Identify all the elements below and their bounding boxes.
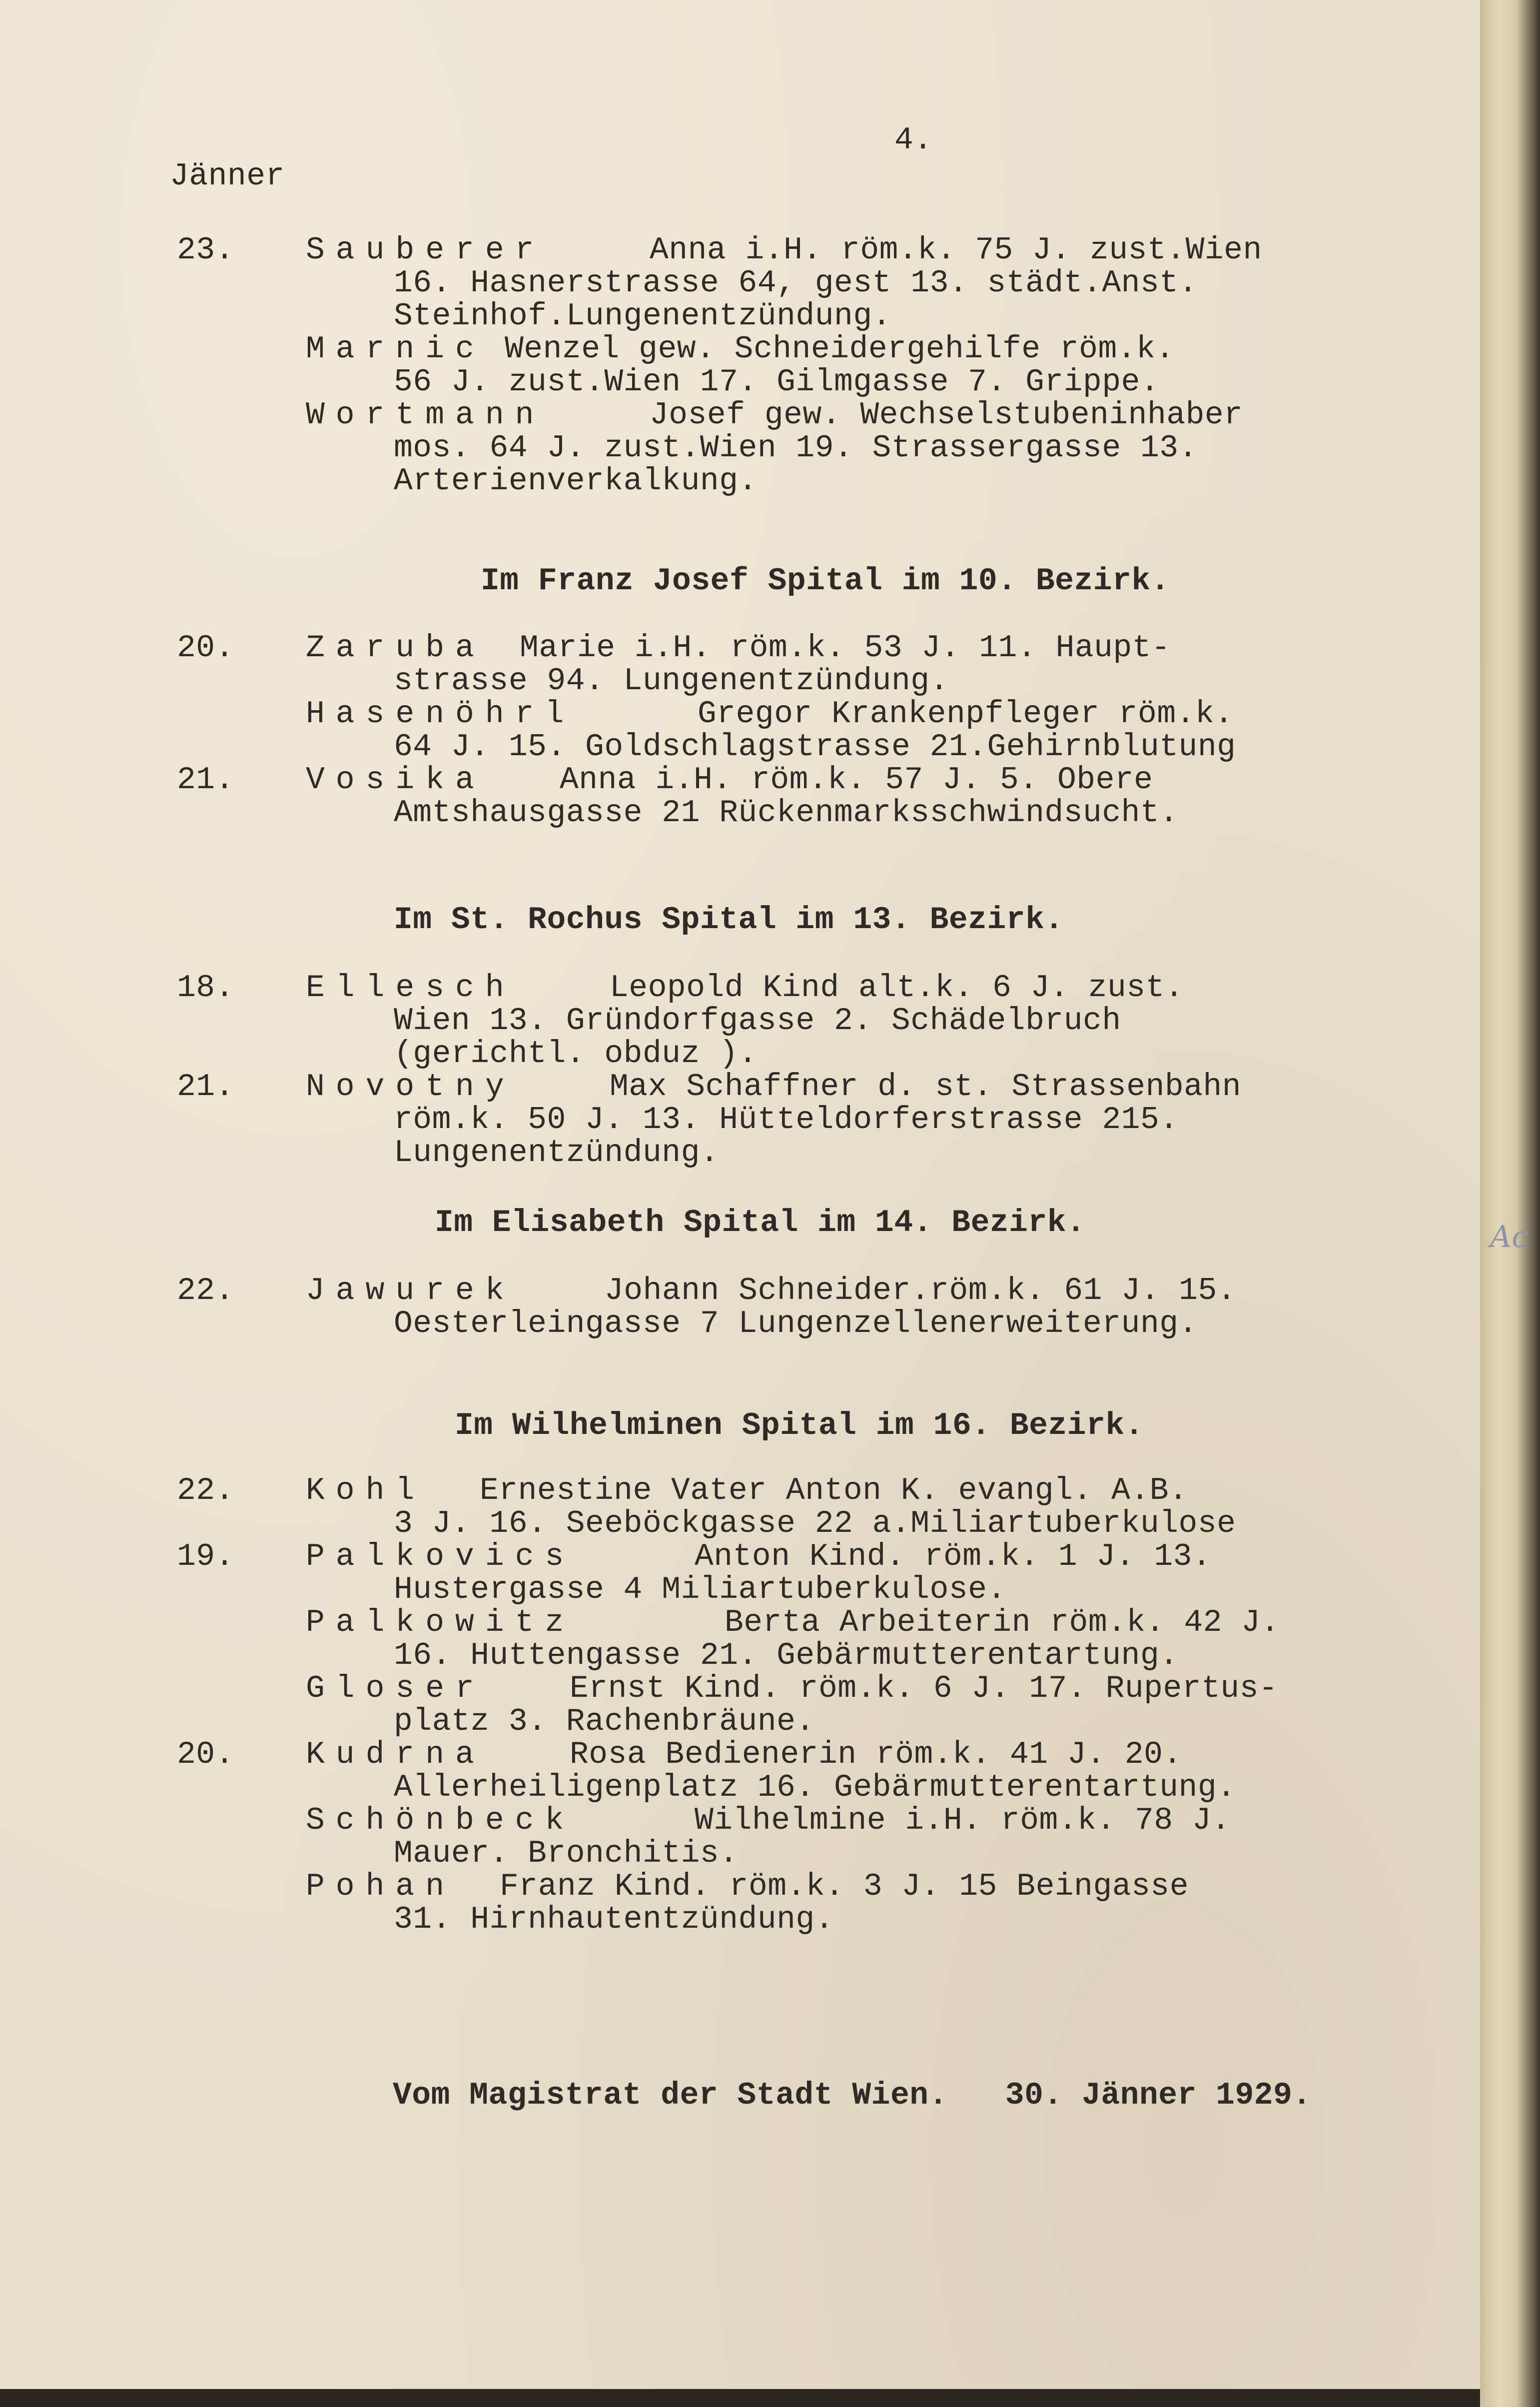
page-number: 4. bbox=[894, 122, 933, 158]
entry-date: 22. bbox=[177, 1273, 234, 1308]
entry-surname: Vosika bbox=[306, 762, 485, 798]
entry-surname: Wortmann bbox=[306, 397, 545, 433]
entry-surname: Gloser bbox=[306, 1671, 485, 1706]
section-heading: Im Franz Josef Spital im 10. Bezirk. bbox=[481, 563, 1170, 599]
entry-surname: Kohl bbox=[306, 1473, 426, 1508]
entry-line: Wenzel gew. Schneidergehilfe röm.k. bbox=[505, 331, 1175, 367]
entry-line: Oesterleingasse 7 Lungenzellenerweiterung. bbox=[394, 1306, 1198, 1341]
entry-line: 3 J. 16. Seeböckgasse 22 a.Miliartuberkulose bbox=[394, 1506, 1236, 1541]
entry-line: Ernst Kind. röm.k. 6 J. 17. Rupertus- bbox=[570, 1671, 1278, 1706]
entry-line: Arterienverkalkung. bbox=[394, 463, 758, 499]
entry-line: Wien 13. Gründorfgasse 2. Schädelbruch bbox=[394, 1003, 1121, 1039]
entry-line: Johann Schneider.röm.k. 61 J. 15. bbox=[605, 1273, 1237, 1308]
margin-handwriting: Ac bbox=[1490, 1219, 1529, 1254]
entry-line: Amtshausgasse 21 Rückenmarksschwindsucht. bbox=[394, 795, 1179, 831]
entry-date: 20. bbox=[177, 630, 234, 666]
entry-surname: Ellesch bbox=[306, 970, 515, 1006]
entry-surname: Jawurek bbox=[306, 1273, 515, 1308]
entry-line: Anton Kind. röm.k. 1 J. 13. bbox=[695, 1539, 1212, 1574]
entry-line: 16. Huttengasse 21. Gebärmutterentartung. bbox=[394, 1638, 1179, 1673]
entry-date: 20. bbox=[177, 1737, 234, 1772]
adjacent-page-edge bbox=[1480, 0, 1540, 2407]
entry-surname: Schönbeck bbox=[306, 1803, 575, 1838]
section-heading: Im Elisabeth Spital im 14. Bezirk. bbox=[435, 1205, 1086, 1240]
entry-line: Max Schaffner d. st. Strassenbahn bbox=[610, 1069, 1242, 1105]
entry-line: Anna i.H. röm.k. 57 J. 5. Obere bbox=[560, 762, 1153, 798]
entry-surname: Palkowitz bbox=[306, 1605, 575, 1640]
entry-surname: Marnic bbox=[306, 331, 485, 367]
entry-surname: Palkovics bbox=[306, 1539, 575, 1574]
entry-surname: Kudrna bbox=[306, 1737, 485, 1772]
entry-line: strasse 94. Lungenentzündung. bbox=[394, 663, 949, 699]
entry-line: platz 3. Rachenbräune. bbox=[394, 1704, 815, 1739]
entry-line: Lungenentzündung. bbox=[394, 1135, 720, 1171]
entry-line: Ernestine Vater Anton K. evangl. A.B. bbox=[480, 1473, 1188, 1508]
entry-line: Hustergasse 4 Miliartuberkulose. bbox=[394, 1572, 1006, 1607]
entry-line: Josef gew. Wechselstubeninhaber bbox=[650, 397, 1243, 433]
section-heading: Im St. Rochus Spital im 13. Bezirk. bbox=[394, 902, 1064, 938]
entry-line: Marie i.H. röm.k. 53 J. 11. Haupt- bbox=[520, 630, 1171, 666]
entry-surname: Hasenöhrl bbox=[306, 696, 575, 732]
entry-surname: Sauberer bbox=[306, 232, 545, 268]
entry-date: 19. bbox=[177, 1539, 234, 1574]
closing-signature-line: Vom Magistrat der Stadt Wien. 30. Jänner 1929. bbox=[393, 2078, 1312, 2113]
entry-date: 18. bbox=[177, 970, 234, 1006]
entry-line: Franz Kind. röm.k. 3 J. 15 Beingasse bbox=[500, 1869, 1189, 1904]
month-label: Jänner bbox=[170, 158, 285, 194]
entry-surname: Pohan bbox=[306, 1869, 456, 1904]
entry-date: 21. bbox=[177, 762, 234, 798]
entry-line: Rosa Bedienerin röm.k. 41 J. 20. bbox=[570, 1737, 1182, 1772]
entry-line: 56 J. zust.Wien 17. Gilmgasse 7. Grippe. bbox=[394, 364, 1160, 400]
entry-surname: Novotny bbox=[306, 1069, 515, 1105]
entry-date: 23. bbox=[177, 232, 234, 268]
entry-line: röm.k. 50 J. 13. Hütteldorferstrasse 215. bbox=[394, 1102, 1179, 1138]
entry-line: 64 J. 15. Goldschlagstrasse 21.Gehirnblutung bbox=[394, 729, 1236, 765]
entry-date: 22. bbox=[177, 1473, 234, 1508]
entry-line: 16. Hasnerstrasse 64, gest 13. städt.Anst. bbox=[394, 265, 1198, 301]
entry-surname: Zaruba bbox=[306, 630, 485, 666]
entry-line: 31. Hirnhautentzündung. bbox=[394, 1902, 834, 1937]
entry-line: mos. 64 J. zust.Wien 19. Strassergasse 13. bbox=[394, 430, 1198, 466]
entry-line: Berta Arbeiterin röm.k. 42 J. bbox=[725, 1605, 1280, 1640]
entry-line: Leopold Kind alt.k. 6 J. zust. bbox=[610, 970, 1184, 1006]
entry-line: Gregor Krankenpfleger röm.k. bbox=[698, 696, 1234, 732]
entry-line: Mauer. Bronchitis. bbox=[394, 1836, 739, 1871]
entry-line: Allerheiligenplatz 16. Gebärmutterentartung. bbox=[394, 1770, 1236, 1805]
entry-line: Wilhelmine i.H. röm.k. 78 J. bbox=[695, 1803, 1231, 1838]
section-heading: Im Wilhelminen Spital im 16. Bezirk. bbox=[455, 1408, 1144, 1443]
entry-date: 21. bbox=[177, 1069, 234, 1105]
entry-line: (gerichtl. obduz ). bbox=[394, 1036, 758, 1072]
entry-line: Anna i.H. röm.k. 75 J. zust.Wien bbox=[650, 232, 1262, 268]
entry-line: Steinhof.Lungenentzündung. bbox=[394, 298, 891, 334]
